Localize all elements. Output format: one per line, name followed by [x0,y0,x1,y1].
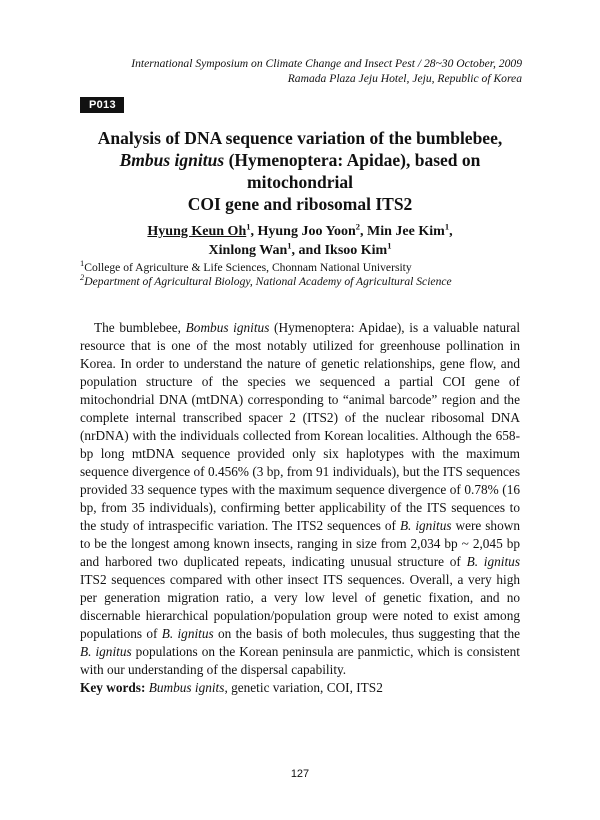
abstract-text: on the basis of both molecules, thus suggesting that the [213,626,520,641]
author-name: Xinlong Wan [208,243,288,258]
title-species: Bmbus ignitus [119,150,225,170]
title-line1: Analysis of DNA sequence variation of the bumblebee, [97,128,503,148]
author-affiliation-mark: 1 [246,221,251,232]
abstract-species: B. ignitus [399,518,452,533]
author-name: Iksoo Kim [324,243,388,258]
author-list [80,222,520,260]
conference-header [131,56,522,86]
abstract-text: ITS2 sequences compared with other insect ITS sequences. Overall, a very high per generation migration ratio, a very low level of genetic fixation, and no discernable hierarchical population/population group were noted to exist among populations of [80,572,520,641]
affiliation-number: 2 [80,272,85,283]
author-affiliation-mark: 2 [355,221,361,232]
paper-title [80,127,520,215]
author-affiliation-mark: 1 [444,221,450,232]
poster-id-badge: P013 [80,97,124,113]
page-number: 127 [290,768,310,780]
keywords-rest: , genetic variation, COI, ITS2 [224,680,383,695]
author-affiliation-mark: 1 [387,240,392,251]
affiliation-text: Department of Agricultural Biology, National Academy of Agricultural Science [84,275,452,288]
author-separator: , [250,224,258,239]
affiliation-1 [80,258,525,275]
affiliation-number: 1 [80,258,85,269]
abstract-species: Bombus ignitus [185,320,270,335]
conference-header-line1: International Symposium on Climate Change and Insect Pest / 28~30 October, 2009 [131,57,522,70]
abstract-text: (Hymenoptera: Apidae), is a valuable natural resource that is one of the most notably utilized for greenhouse pollination in Korea. In order to understand the nature of genetic relationships, gene flow, and population structure of the species we sequenced a partial COI gene of mitochondrial DNA (mtDNA) corresponding to “animal barcode” region and the complete internal transcribed spacer 2 (ITS2) of the nuclear ribosomal DNA (nrDNA) with the individuals collected from Korean localities. Although the 658-bp long mtDNA sequence provided only six haplotypes with the maximum sequence divergence of 0.456% (3 bp, from 91 individuals), but the ITS sequences provided 33 sequence types with the maximum sequence divergence of 0.78% (16 bp, from 35 individuals), confirming better applicability of the ITS sequences to the study of intraspecific variation. The ITS2 sequences of [80,320,521,533]
author-name: Hyung Keun Oh [147,224,247,239]
author-name: Hyung Joo Yoon [257,224,356,239]
title-line2: (Hymenoptera: Apidae), based on mitochondrial [224,150,481,192]
abstract-text: The bumblebee, [94,320,186,335]
author-separator: , [360,224,368,239]
author-name: Min Jee Kim [367,224,445,239]
author-affiliation-mark: 1 [287,240,292,251]
abstract-species: B. ignitus [80,644,132,659]
author-separator: , and [291,243,325,258]
conference-header-line2: Ramada Plaza Jeju Hotel, Jeju, Republic of Korea [287,72,522,85]
abstract-species: B. ignitus [466,554,520,569]
abstract-species: B. ignitus [161,626,214,641]
author-separator: , [449,224,453,239]
abstract-paragraph [80,319,520,679]
keywords [80,679,520,697]
abstract-text: populations on the Korean peninsula are panmictic, which is consistent with our understanding of the dispersal capability. [80,644,520,677]
affiliation-2 [80,272,525,289]
title-line3: COI gene and ribosomal ITS2 [187,194,413,214]
keywords-species: Bumbus ignits [148,680,225,695]
affiliation-text: College of Agriculture & Life Sciences, Chonnam National University [84,261,412,274]
keywords-label: Key words: [80,680,146,695]
affiliations [80,258,525,289]
abstract-text: were shown to be the longest among known insects, ranging in size from 2,034 bp ~ 2,045 bp and harbored two duplicated repeats, indicating unusual structure of [80,518,520,569]
